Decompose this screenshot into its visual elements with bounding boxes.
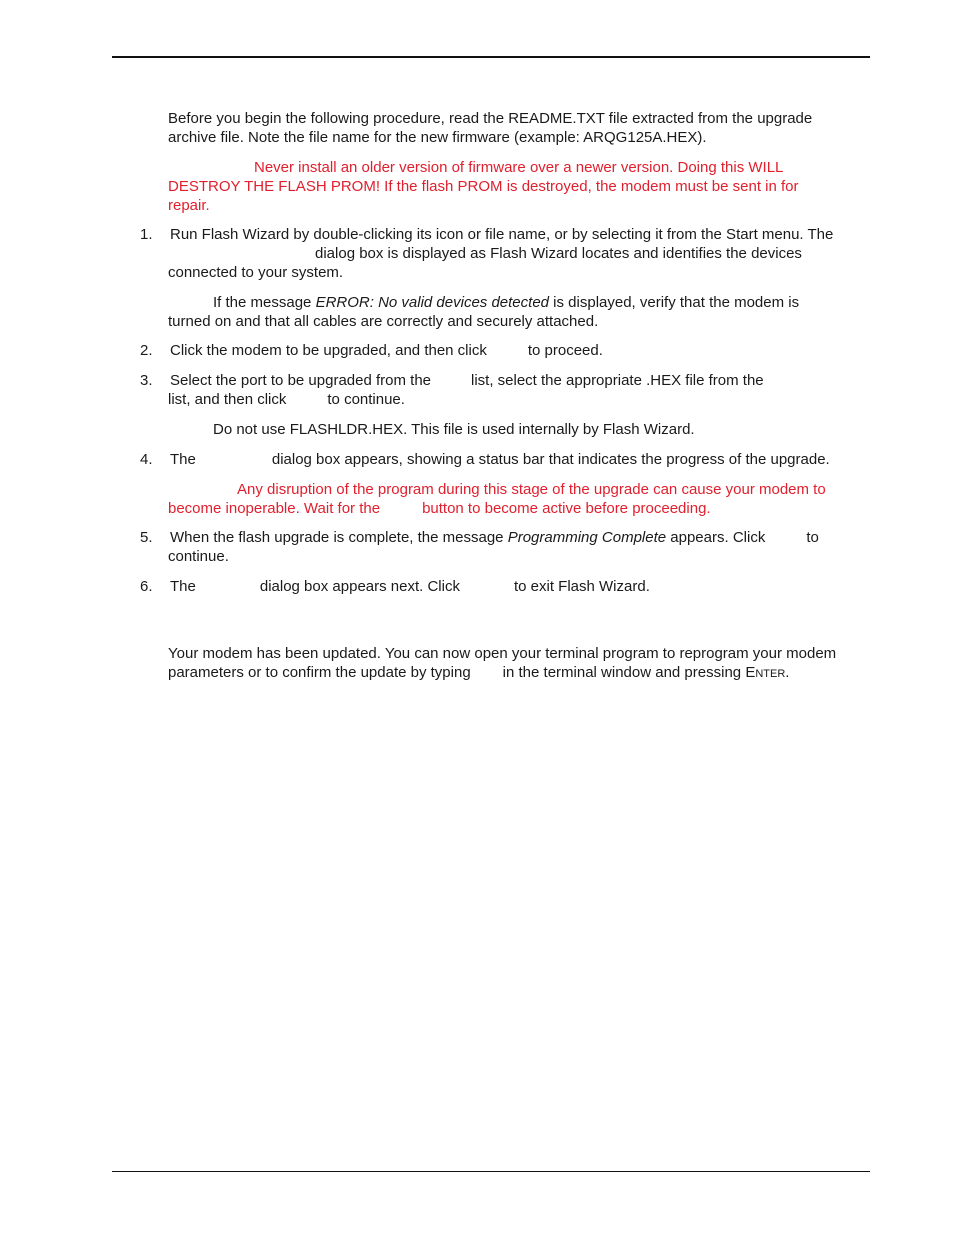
closing-line-1: Your modem has been updated. You can now open your terminal program to reprogram your modem: [168, 645, 837, 662]
step4-line-1: [170, 450, 872, 469]
step-3-number: 3.: [140, 372, 153, 389]
step2-line-1: [170, 341, 872, 360]
step6-line-1: [170, 577, 872, 596]
intro-line-1: Before you begin the following procedure, read the README.TXT file extracted from the upgrade: [168, 110, 813, 127]
step5-text-a: When the flash upgrade is complete, the message: [170, 529, 504, 546]
step-6-text: [170, 577, 872, 596]
step5-text-b: appears. Click: [670, 529, 766, 546]
note1-line-1: [168, 293, 870, 312]
caution2-text-b: button to become active before proceeding.: [422, 500, 711, 517]
closing-text-b: in the terminal window and pressing: [502, 664, 742, 681]
step-2-number: 2.: [140, 342, 153, 359]
closing-line-2: [168, 663, 870, 682]
step4-text-b: dialog box appears, showing a status bar that indicates the progress of the upgrade.: [271, 451, 830, 468]
intro-line-2: archive file. Note the file name for the new firmware (example: ARQG125A.HEX).: [168, 129, 707, 146]
step-3-text: [170, 371, 872, 409]
note1-line-2: turned on and that all cables are correctly and securely attached.: [168, 313, 599, 330]
step3-text-a: Select the port to be upgraded from the: [170, 372, 431, 389]
step6-text-c: to exit Flash Wizard.: [513, 578, 650, 595]
step1-line-3: connected to your system.: [168, 264, 344, 281]
step5-line-1: [170, 528, 872, 547]
step-4-number: 4.: [140, 451, 153, 468]
enter-key: Enter: [745, 664, 786, 681]
caution2-text-a: become inoperable. Wait for the: [168, 500, 381, 517]
closing-text-a: parameters or to confirm the update by typing: [168, 664, 471, 681]
step3-line-1: [170, 371, 872, 390]
step-6-number: 6.: [140, 578, 153, 595]
caution1-line-1: Never install an older version of firmware over a newer version. Doing this WILL: [254, 159, 784, 176]
step5-message: Programming Complete: [507, 529, 667, 546]
step-1-text: [170, 225, 872, 282]
step-5-text: [170, 528, 872, 566]
step-5-number: 5.: [140, 529, 153, 546]
note1-text-a: If the message: [213, 294, 312, 311]
step2-text-b: to proceed.: [527, 342, 603, 359]
caution2-line-1: Any disruption of the program during this stage of the upgrade can cause your modem to: [237, 481, 826, 498]
caution-paragraph-2: [168, 480, 870, 518]
step3-line-2: [168, 390, 872, 409]
step3-text-d: to continue.: [327, 391, 405, 408]
header-rule: [112, 56, 870, 58]
note-paragraph-2: Do not use FLASHLDR.HEX. This file is used internally by Flash Wizard.: [213, 421, 695, 438]
step1-line-2: dialog box is displayed as Flash Wizard locates and identifies the devices: [315, 245, 802, 262]
step4-text-a: The: [170, 451, 196, 468]
step5-text-c: to: [806, 529, 819, 546]
step6-text-b: dialog box appears next. Click: [259, 578, 460, 595]
intro-paragraph: [168, 109, 870, 147]
step-4-text: [170, 450, 872, 469]
step5-line-2: continue.: [168, 548, 229, 565]
step3-text-b: list, select the appropriate .HEX file from the: [471, 372, 764, 389]
caution1-line-2: DESTROY THE FLASH PROM! If the flash PROM is destroyed, the modem must be sent in for: [168, 178, 799, 195]
step2-text-a: Click the modem to be upgraded, and then click: [170, 342, 487, 359]
step3-text-c: list, and then click: [168, 391, 287, 408]
note-paragraph-1: [168, 293, 870, 331]
step-2-text: [170, 341, 872, 360]
step1-line-1: Run Flash Wizard by double-clicking its icon or file name, or by selecting it from the Start menu. The: [170, 226, 834, 243]
step6-text-a: The: [170, 578, 196, 595]
note1-text-b: is displayed, verify that the modem is: [553, 294, 800, 311]
closing-period: .: [785, 664, 790, 681]
footer-rule: [112, 1171, 870, 1172]
caution-paragraph-1: [168, 158, 870, 215]
note1-error-message: ERROR: No valid devices detected: [315, 294, 549, 311]
step-1-number: 1.: [140, 226, 153, 243]
caution1-line-3: repair.: [168, 197, 210, 214]
caution2-line-2: [168, 499, 870, 518]
closing-paragraph: [168, 644, 870, 682]
